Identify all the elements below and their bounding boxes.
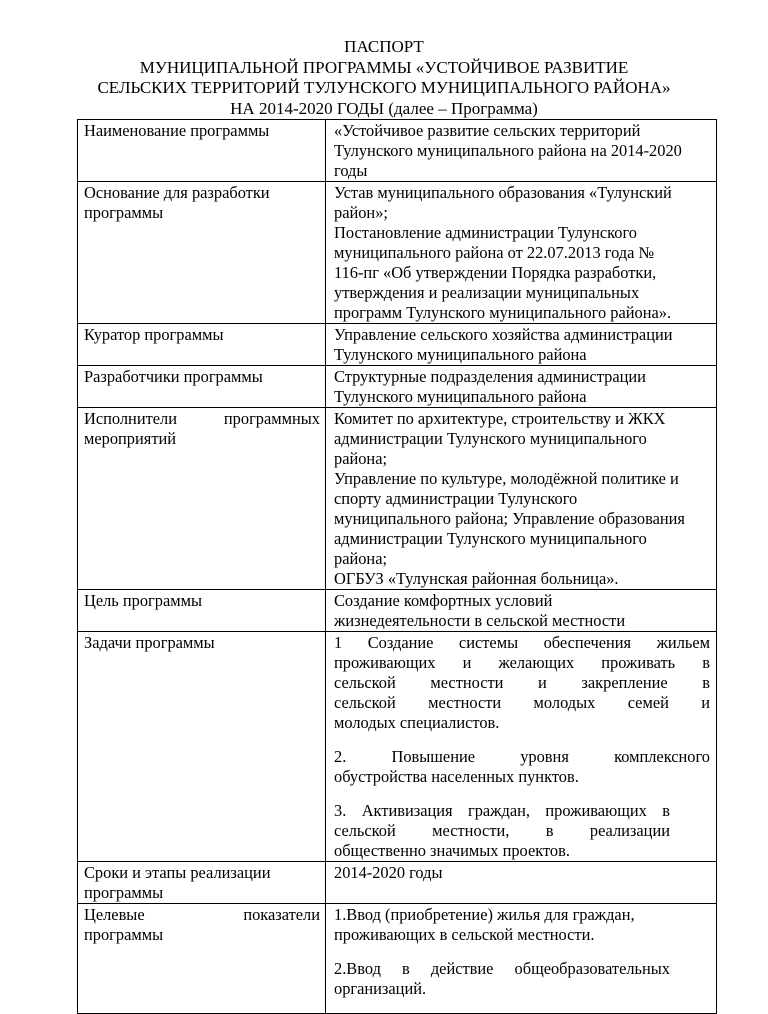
row-value: 1.Ввод (приобретение) жилья для граждан, проживающих в сельской местности. 2.Ввод в действие общеобразовательных организаций.	[326, 904, 717, 1014]
row-label: Исполнители программных мероприятий	[78, 408, 326, 590]
table-row-goal	[78, 590, 717, 632]
row-label: Цель программы	[78, 590, 326, 632]
row-value: Комитет по архитектуре, строительству и ЖКХ администрации Тулунского муниципального района; Управление по культуре, молодёжной политике и спорту администрации Тулунского муниципального района; Управление образования администрации Тулунского муниципального района; ОГБУЗ «Тулунская районная больница».	[326, 408, 717, 590]
row-label: Основание для разработки программы	[78, 182, 326, 324]
row-value: 2014-2020 годы	[326, 862, 717, 904]
row-value: Управление сельского хозяйства администрации Тулунского муниципального района	[326, 324, 717, 366]
title-line-2: МУНИЦИПАЛЬНОЙ ПРОГРАММЫ «УСТОЙЧИВОЕ РАЗВИТИЕ	[139, 57, 629, 77]
row-value: Создание комфортных условий жизнедеятельности в сельской местности	[326, 590, 717, 632]
row-label: Куратор программы	[78, 324, 326, 366]
table-row-name	[78, 120, 717, 182]
title-line-1: ПАСПОРТ	[344, 37, 424, 56]
table-row-basis	[78, 182, 717, 324]
table-row-tasks	[78, 632, 717, 862]
title-line-3: СЕЛЬСКИХ ТЕРРИТОРИЙ ТУЛУНСКОГО МУНИЦИПАЛЬНОГО РАЙОНА»	[97, 78, 671, 97]
table-row-developers	[78, 366, 717, 408]
table-row-indicators	[78, 904, 717, 1014]
passport-table	[77, 119, 717, 1014]
table-row-curator	[78, 324, 717, 366]
row-label: Разработчики программы	[78, 366, 326, 408]
row-value: Устав муниципального образования «Тулунский район»; Постановление администрации Тулунского муниципального района от 22.07.2013 года № 116-пг «Об утверждении Порядка разработки, утверждения и реализации муниципальных программ Тулунского муниципального района».	[326, 182, 717, 324]
table-row-executors	[78, 408, 717, 590]
row-value: Структурные подразделения администрации Тулунского муниципального района	[326, 366, 717, 408]
row-label: Целевые показатели программы	[78, 904, 326, 1014]
row-value: «Устойчивое развитие сельских территорий Тулунского муниципального района на 2014-2020 годы	[326, 120, 717, 182]
row-label: Сроки и этапы реализации программы	[78, 862, 326, 904]
row-label: Задачи программы	[78, 632, 326, 862]
row-value: 1 Создание системы обеспечения жильем проживающих и желающих проживать в сельской местности и закрепление в сельской местности молодых семей и молодых специалистов. 2. Повышение уровня комплексного обустройства населенных пунктов. 3. Активизация граждан, проживающих в сельской местности, в реализации общественно значимых проектов.	[326, 632, 717, 862]
table-row-terms	[78, 862, 717, 904]
document-title	[0, 37, 768, 119]
row-label: Наименование программы	[78, 120, 326, 182]
title-line-4: НА 2014-2020 ГОДЫ (далее – Программа)	[230, 98, 538, 118]
